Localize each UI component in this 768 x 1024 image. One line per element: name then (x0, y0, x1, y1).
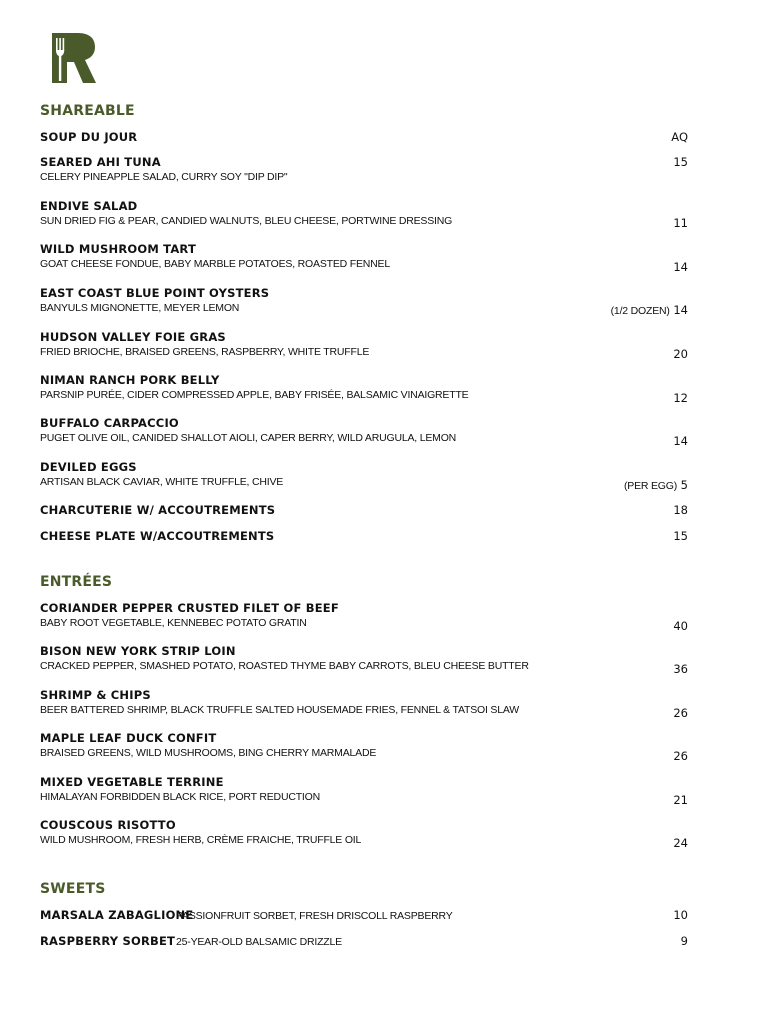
item-description: ARTISAN BLACK CAVIAR, WHITE TRUFFLE, CHIVE (40, 476, 284, 488)
item-name: WILD MUSHROOM TART (40, 242, 197, 256)
section-title-shareable: SHAREABLE (40, 103, 135, 119)
item-description: PUGET OLIVE OIL, CANIDED SHALLOT AIOLI, CAPER BERRY, WILD ARUGULA, LEMON (40, 432, 457, 444)
item-price: 12 (673, 391, 688, 405)
menu-item (40, 242, 688, 274)
item-name: CHARCUTERIE W/ ACCOUTREMENTS (40, 503, 276, 517)
item-description: BRAISED GREENS, WILD MUSHROOMS, BING CHERRY MARMALADE (40, 747, 377, 759)
item-name: CORIANDER PEPPER CRUSTED FILET OF BEEF (40, 601, 339, 615)
menu-item (40, 934, 688, 949)
item-price: 11 (673, 216, 688, 230)
shareable-section (40, 102, 688, 543)
item-description: PARSNIP PURÉE, CIDER COMPRESSED APPLE, BABY FRISÉE, BALSAMIC VINAIGRETTE (40, 389, 469, 401)
menu-item (40, 130, 688, 145)
item-price: AQ (671, 130, 688, 144)
item-price: 14 (673, 434, 688, 448)
item-description: BANYULS MIGNONETTE, MEYER LEMON (40, 302, 240, 314)
item-price: 26 (673, 749, 688, 763)
item-description: HIMALAYAN FORBIDDEN BLACK RICE, PORT REDUCTION (40, 791, 320, 803)
item-price: 26 (673, 706, 688, 720)
item-name: COUSCOUS RISOTTO (40, 818, 176, 832)
item-price: 40 (673, 619, 688, 633)
item-price: 18 (673, 503, 688, 517)
item-description: FRIED BRIOCHE, BRAISED GREENS, RASPBERRY, WHITE TRUFFLE (40, 346, 370, 358)
item-name: RASPBERRY SORBET (40, 934, 176, 948)
section-title-entrees: ENTRÉES (40, 574, 113, 590)
item-description: BEER BATTERED SHRIMP, BLACK TRUFFLE SALTED HOUSEMADE FRIES, FENNEL & TATSOI SLAW (40, 704, 519, 716)
menu-item (40, 908, 688, 923)
item-name: EAST COAST BLUE POINT OYSTERS (40, 286, 270, 300)
item-name: DEVILED EGGS (40, 460, 137, 474)
menu-item (40, 286, 688, 315)
item-price: 14 (673, 260, 688, 274)
item-description: SUN DRIED FIG & PEAR, CANDIED WALNUTS, BLEU CHEESE, PORTWINE DRESSING (40, 215, 453, 227)
item-name: SEARED AHI TUNA (40, 155, 161, 169)
menu-item (40, 503, 688, 518)
item-description: WILD MUSHROOM, FRESH HERB, CRÈME FRAICHE, TRUFFLE OIL (40, 834, 362, 846)
menu-item (40, 731, 688, 763)
item-description: CELERY PINEAPPLE SALAD, CURRY SOY "DIP DIP" (40, 171, 288, 183)
item-price: 36 (673, 662, 688, 676)
menu-item (40, 460, 688, 492)
item-name: BISON NEW YORK STRIP LOIN (40, 644, 236, 658)
item-price: 9 (680, 934, 688, 948)
item-name: SOUP DU JOUR (40, 130, 138, 144)
item-description: GOAT CHEESE FONDUE, BABY MARBLE POTATOES, ROASTED FENNEL (40, 258, 390, 270)
menu-item (40, 529, 688, 544)
item-price: 24 (673, 836, 688, 850)
menu-item (40, 155, 688, 184)
menu-item (40, 199, 688, 228)
item-name: BUFFALO CARPACCIO (40, 416, 179, 430)
item-name: SHRIMP & CHIPS (40, 688, 151, 702)
item-description: 25-YEAR-OLD BALSAMIC DRIZZLE (176, 936, 342, 948)
item-price: 15 (673, 155, 688, 169)
item-name: CHEESE PLATE W/ACCOUTREMENTS (40, 529, 275, 543)
price-note: (PER EGG) (623, 480, 678, 492)
entrees-section (40, 573, 688, 850)
menu-item (40, 416, 688, 448)
item-name: ENDIVE SALAD (40, 199, 138, 213)
sweets-section (40, 880, 688, 948)
item-name: NIMAN RANCH PORK BELLY (40, 373, 220, 387)
item-price: 20 (673, 347, 688, 361)
menu-item (40, 818, 688, 850)
price-note: (1/2 DOZEN) (610, 305, 670, 317)
r-fork-logo-icon (52, 33, 96, 83)
item-description: CRACKED PEPPER, SMASHED POTATO, ROASTED THYME BABY CARROTS, BLEU CHEESE BUTTER (40, 660, 529, 672)
item-name: MIXED VEGETABLE TERRINE (40, 775, 224, 789)
menu-item (40, 373, 688, 405)
item-price: 10 (673, 908, 688, 922)
menu-item (40, 330, 688, 359)
item-price: (PER EGG) 5 (623, 478, 688, 492)
menu-item (40, 688, 688, 720)
item-price: 15 (673, 529, 688, 543)
menu-item (40, 601, 688, 633)
menu-item (40, 644, 688, 676)
section-title-sweets: SWEETS (40, 881, 106, 897)
menu-item (40, 775, 688, 807)
item-price: (1/2 DOZEN) 14 (610, 303, 688, 317)
item-description: PASSIONFRUIT SORBET, FRESH DRISCOLL RASPBERRY (176, 910, 453, 922)
item-name: MAPLE LEAF DUCK CONFIT (40, 731, 217, 745)
item-price: 21 (673, 793, 688, 807)
item-name: MARSALA ZABAGLIONE (40, 908, 194, 922)
item-description: BABY ROOT VEGETABLE, KENNEBEC POTATO GRATIN (40, 617, 307, 629)
item-name: HUDSON VALLEY FOIE GRAS (40, 330, 226, 344)
